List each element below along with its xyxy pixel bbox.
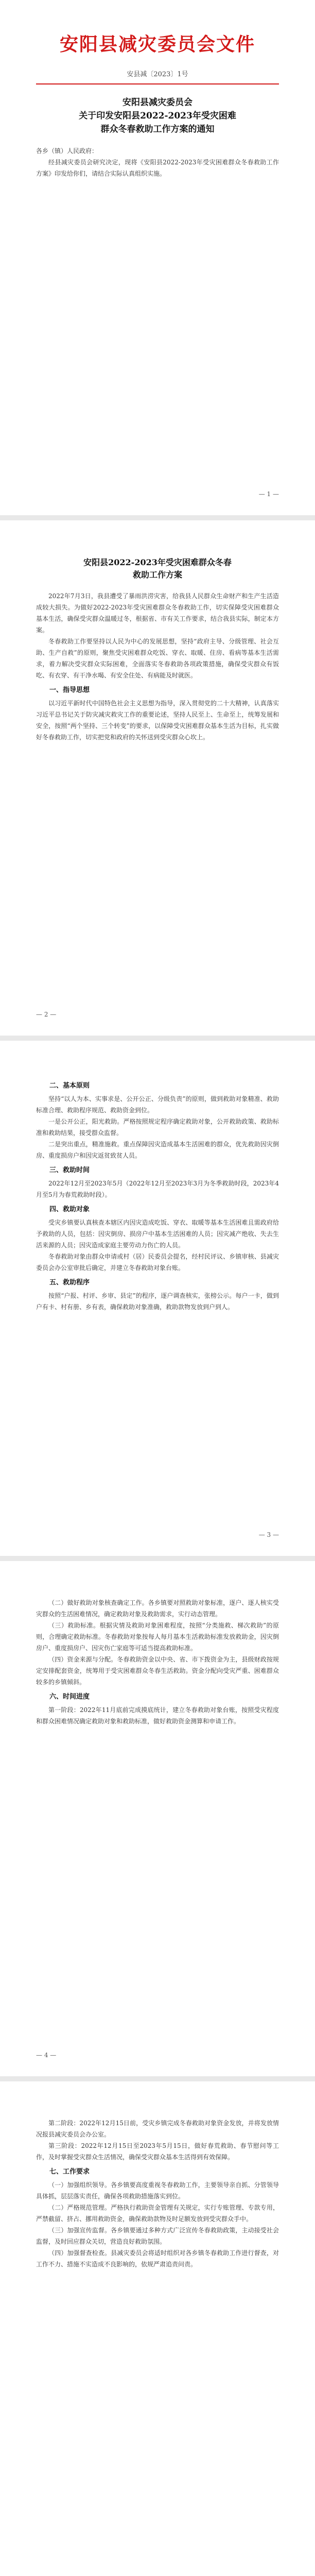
page5-para-5: （三）加强宣传监督。各乡镇要通过多种方式广泛宣传冬春救助政策，主动接受社会监督，及时回应群众关切，营造良好救助氛围。 <box>36 2227 279 2245</box>
notice-body: 经县减灾委员会研究决定，现将《安阳县2022-2023年受灾困难群众冬春救助工作方案》印发给你们，请结合实际认真组织实施。 <box>36 159 279 177</box>
page4-para-2: （三）救助标准。根据灾情及救助对象困难程度，按照“分类施救、梯次救助”的原则，合理确定救助标准。冬春救助对象按每人每月基本生活救助标准发放救助金，因灾倒房户、重度损房户、因灾伤亡家庭等可适当提高救助标准。 <box>36 1622 279 1652</box>
section-heading-4: 四、救助对象 <box>49 1206 90 1213</box>
addressee: 各乡（镇）人民政府： <box>36 147 98 155</box>
section-body-2a: 坚持“以人为本、实事求是、公开公正、分级负责”的原则，做到救助对象精准、救助标准合理、救助程序规范、救助资金到位。 <box>36 1095 279 1114</box>
page4-para-1: （二）做好救助对象核查确定工作。各乡镇要对照救助对象标准，逐户、逐人核实受灾群众的生活困难情况，确定救助对象及救助需求，实行动态管理。 <box>36 1599 279 1618</box>
section-body-4a: 受灾乡镇要认真核查本辖区内因灾造成吃饭、穿衣、取暖等基本生活困难且需政府给予救助的人员，包括：因灾倒房、损房户中基本生活困难的人员；因灾减产绝收、失去生活来源的人员；因灾造成家庭主要劳动力伤亡的人员。 <box>36 1219 279 1249</box>
page-2 <box>0 520 315 1036</box>
page-1 <box>0 0 315 515</box>
section-body-4b: 冬春救助对象由群众申请或村（居）民委员会提名，经村民评议、乡镇审核、县减灾委员会办公室审批后确定，并建立冬春救助对象台账。 <box>36 1253 279 1272</box>
page-5 <box>0 2081 315 2576</box>
section-heading-7: 七、工作要求 <box>49 2168 90 2176</box>
section-heading-6: 六、时间进度 <box>49 1693 90 1701</box>
notice-title-line2: 关于印发安阳县2022-2023年受灾困难 <box>79 111 236 121</box>
page-number: — 2 — <box>36 1011 57 1018</box>
section-body-2c: 二是突出重点，精准施救。重点保障因灾造成基本生活困难的群众，优先救助因灾倒房、重度损房户和因灾返贫致贫人员。 <box>36 1141 279 1159</box>
page5-para-4: （二）严格规范管理。严格执行救助资金管理有关规定，实行专账管理、专款专用，严禁截留、挤占、挪用救助资金，确保救助款物及时足额发放到受灾群众手中。 <box>36 2204 279 2223</box>
plan-title-line1: 安阳县2022-2023年受灾困难群众冬春 <box>83 557 232 567</box>
section-body-3: 2022年12月至2023年5月（2022年12月至2023年3月为冬季救助时段，2023年4月至5月为春荒救助时段）。 <box>36 1180 279 1198</box>
plan-title-line2: 救助工作方案 <box>132 570 182 580</box>
plan-intro-1: 2022年7月3日，我县遭受了暴雨洪涝灾害，给我县人民群众生命财产和生产生活造成较大损失。为做好2022-2023年受灾困难群众冬春救助工作，切实保障受灾困难群众基本生活，确保受灾群众温暖过冬，根据省、市有关工作要求，结合我县实际，制定本方案。 <box>36 592 279 634</box>
section-body-1: 以习近平新时代中国特色社会主义思想为指导，深入贯彻党的二十大精神，认真落实习近平总书记关于防灾减灾救灾工作的重要论述，坚持人民至上、生命至上，统筹发展和安全，按照“两个坚持、三个转变”的要求，以保障受灾困难群众基本生活为目标，扎实做好冬春救助工作，切实把党和政府的关怀送到受灾群众心坎上。 <box>36 700 279 741</box>
notice-title-line1: 安阳县减灾委员会 <box>122 97 192 108</box>
section-heading-1: 一、指导思想 <box>49 686 90 694</box>
page-3 <box>0 1041 315 1556</box>
section-body-5: 按照“户报、村评、乡审、县定”的程序，逐户调查核实，张榜公示。每户一卡，做到户有卡、村有册、乡有表，确保救助对象准确，救助款物发放到户到人。 <box>36 1292 279 1311</box>
page-4 <box>0 1561 315 2076</box>
plan-intro-2: 冬春救助工作要坚持以人民为中心的发展思想，坚持“政府主导、分级管理、社会互助、生产自救”的原则，聚焦受灾困难群众吃饭、穿衣、取暖、住房、看病等基本生活需求，着力解决受灾群众实际困难，全面落实冬春救助各项政策措施，确保受灾群众有饭吃、有衣穿、有干净水喝、有安全住处、有病能及时就医。 <box>36 638 279 679</box>
page-number: — 3 — <box>258 1531 279 1538</box>
page5-para-2: 第三阶段：2022年12月15日至2023年5月15日，做好春荒救助、春节慰问等工作，及时掌握受灾群众生活情况，确保受灾群众基本生活得到有效保障。 <box>36 2142 279 2161</box>
section-heading-5: 五、救助程序 <box>49 1279 90 1286</box>
page-number: — 1 — <box>258 490 279 498</box>
page5-para-1: 第二阶段：2022年12月15日前，受灾乡镇完成冬春救助对象资金发放，并将发放情况报县减灾委员会办公室。 <box>36 2120 279 2138</box>
org-title: 安阳县减灾委员会文件 <box>59 33 255 55</box>
page-number: — 4 — <box>36 2052 57 2059</box>
page5-para-6: （四）加强督查检查。县减灾委员会将适时组织对各乡镇冬春救助工作进行督查，对工作不力、措施不实造成不良影响的，依规严肃追责问责。 <box>36 2249 279 2268</box>
page5-para-3: （一）加强组织领导。各乡镇要高度重视冬春救助工作，主要领导亲自抓、分管领导具体抓，层层落实责任，确保各项救助措施落实到位。 <box>36 2181 279 2200</box>
section-body-2b: 一是公开公正，阳光救助。严格按照规定程序确定救助对象，公开救助政策、救助标准和救助结果，接受群众监督。 <box>36 1118 279 1137</box>
page4-para-3: （四）资金来源与分配。冬春救助资金以中央、省、市下拨资金为主，县级财政按规定安排配套资金，统筹用于受灾困难群众冬春生活救助。资金分配向受灾严重、困难群众较多的乡镇倾斜。 <box>36 1656 279 1686</box>
section-heading-3: 三、救助时间 <box>49 1166 90 1174</box>
section-heading-2: 二、基本原则 <box>49 1082 90 1090</box>
notice-title-line3: 群众冬春救助工作方案的通知 <box>100 124 215 134</box>
doc-number: 安县减〔2023〕1号 <box>127 71 188 78</box>
section-body-6: 第一阶段：2022年11月底前完成摸底统计，建立冬春救助对象台账，按照受灾程度和群众困难情况确定救助对象和救助标准，做好救助资金测算和申请工作。 <box>36 1706 279 1725</box>
red-divider <box>36 83 279 84</box>
